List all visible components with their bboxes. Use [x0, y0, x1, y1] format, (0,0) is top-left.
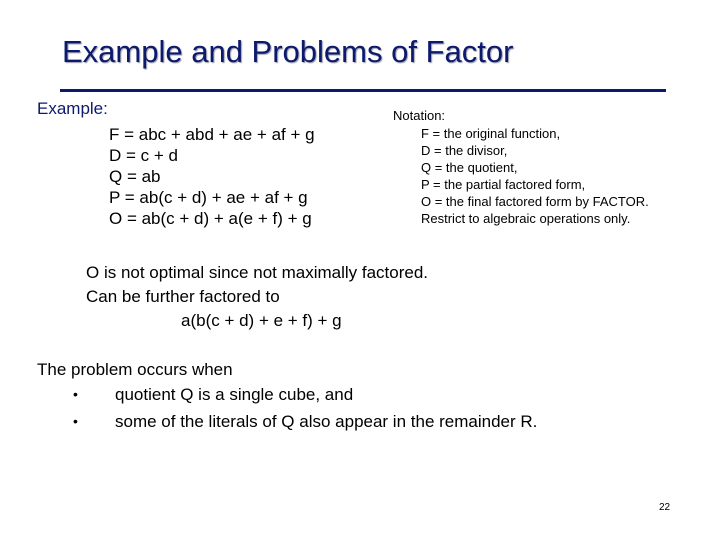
equation-f: F = abc + abd + ae + af + g	[109, 125, 315, 144]
paragraph-line-2: Can be further factored to	[86, 287, 280, 306]
bullet-text-2: some of the literals of Q also appear in the remainder R.	[115, 412, 538, 431]
bullet-item-1	[37, 381, 354, 408]
notation-title: Notation:	[393, 108, 446, 123]
notation-line-p: P = the partial factored form,	[421, 177, 586, 192]
equation-o: O = ab(c + d) + a(e + f) + g	[109, 209, 312, 228]
example-label: Example:	[37, 99, 108, 118]
equation-p: P = ab(c + d) + ae + af + g	[109, 188, 308, 207]
notation-line-restriction: Restrict to algebraic operations only.	[421, 211, 631, 226]
equation-q: Q = ab	[109, 167, 161, 186]
problem-section	[37, 359, 538, 435]
notation-line-o: O = the final factored form by FACTOR.	[421, 194, 649, 209]
notation-lines	[393, 125, 649, 227]
notation-line-d: D = the divisor,	[421, 143, 508, 158]
optimality-paragraph	[86, 261, 428, 333]
notation-line-f: F = the original function,	[421, 126, 561, 141]
slide-title: Example and Problems of Factor	[62, 34, 514, 69]
page-number: 22	[659, 502, 671, 513]
paragraph-line-1: O is not optimal since not maximally factored.	[86, 263, 429, 282]
title-underline	[60, 89, 666, 92]
notation-box	[393, 107, 649, 227]
bullet-text-1: quotient Q is a single cube, and	[115, 385, 354, 404]
notation-line-q: Q = the quotient,	[421, 160, 518, 175]
bullet-icon: •	[73, 386, 78, 402]
problem-heading: The problem occurs when	[37, 360, 233, 379]
equation-d: D = c + d	[109, 146, 178, 165]
bullet-icon: •	[73, 413, 78, 429]
equation-list	[109, 124, 315, 229]
bullet-item-2	[37, 408, 538, 435]
factored-expression: a(b(c + d) + e + f) + g	[181, 311, 342, 330]
